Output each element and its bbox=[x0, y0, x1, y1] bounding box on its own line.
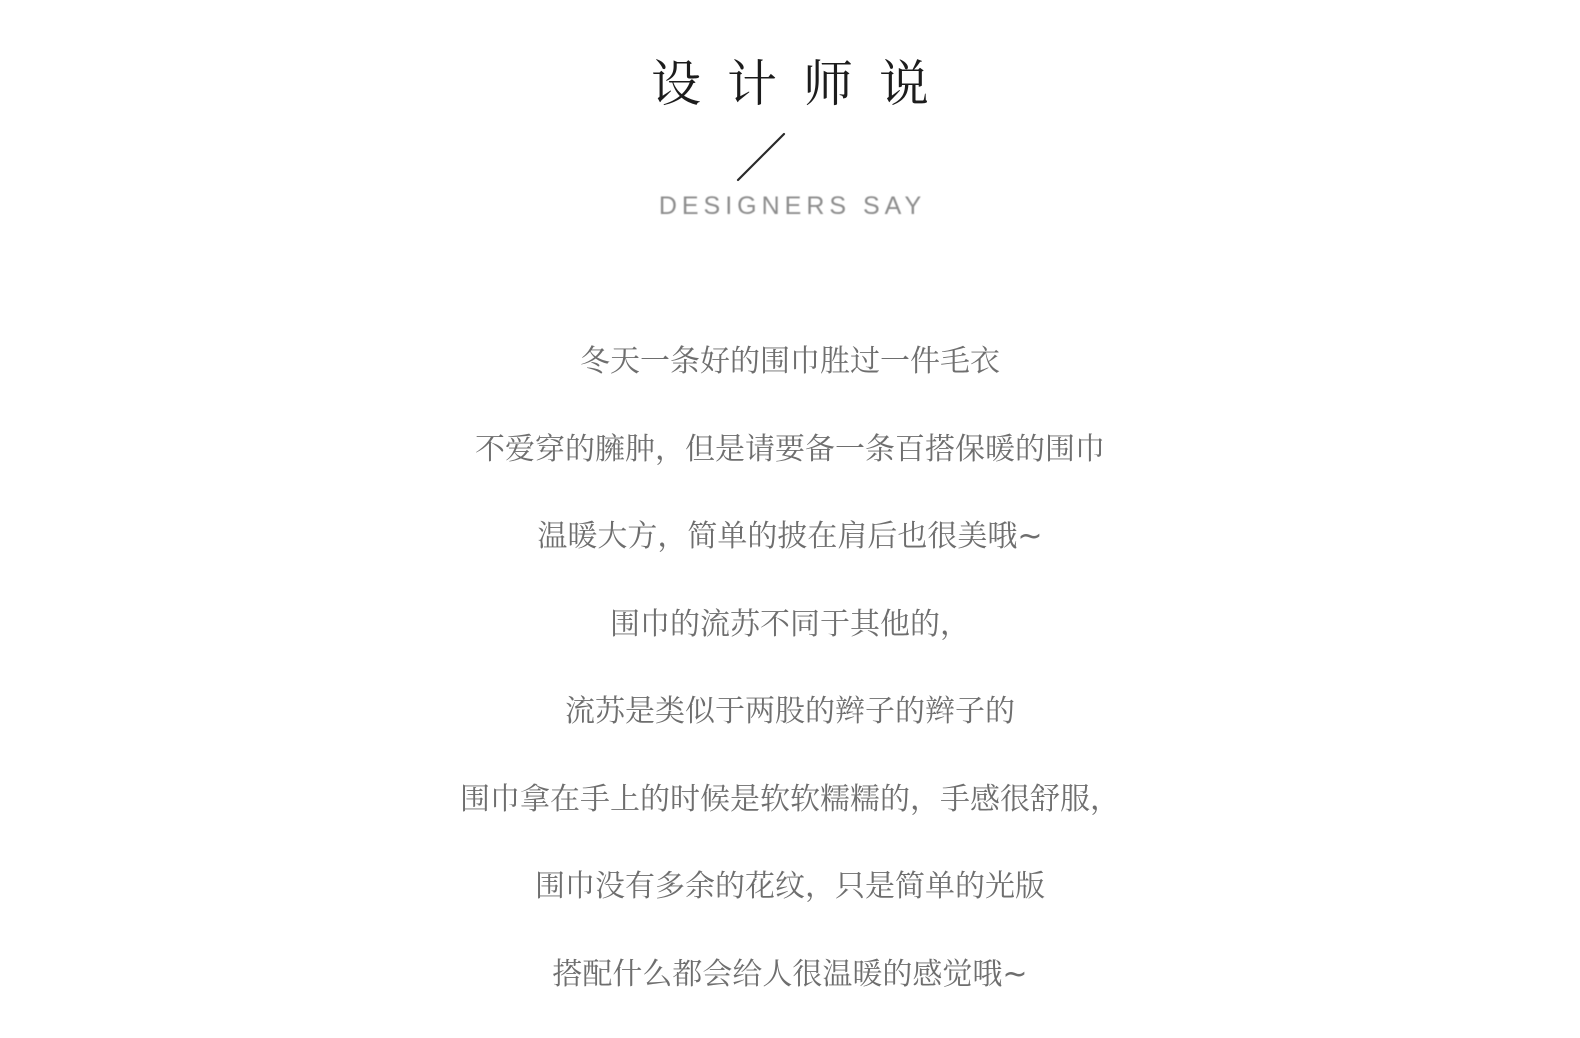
section-subtitle: DESIGNERS SAY bbox=[0, 191, 1580, 221]
section-title: 设计师说 bbox=[0, 54, 1580, 114]
description-text bbox=[0, 338, 1580, 1038]
description-line: 围巾的流苏不同于其他的， bbox=[0, 601, 1580, 689]
slash-divider bbox=[734, 130, 788, 184]
description-line: 搭配什么都会给人很温暖的感觉哦~ bbox=[0, 951, 1580, 1038]
description-line: 温暖大方，简单的披在肩后也很美哦~ bbox=[0, 513, 1580, 601]
description-line: 不爱穿的臃肿，但是请要备一条百搭保暖的围巾 bbox=[0, 426, 1580, 514]
description-line: 围巾没有多余的花纹，只是简单的光版 bbox=[0, 863, 1580, 951]
description-line: 流苏是类似于两股的辫子的辫子的 bbox=[0, 688, 1580, 776]
section-header bbox=[0, 0, 1580, 240]
description-line: 冬天一条好的围巾胜过一件毛衣 bbox=[0, 338, 1580, 426]
description-line: 围巾拿在手上的时候是软软糯糯的，手感很舒服， bbox=[0, 776, 1580, 864]
